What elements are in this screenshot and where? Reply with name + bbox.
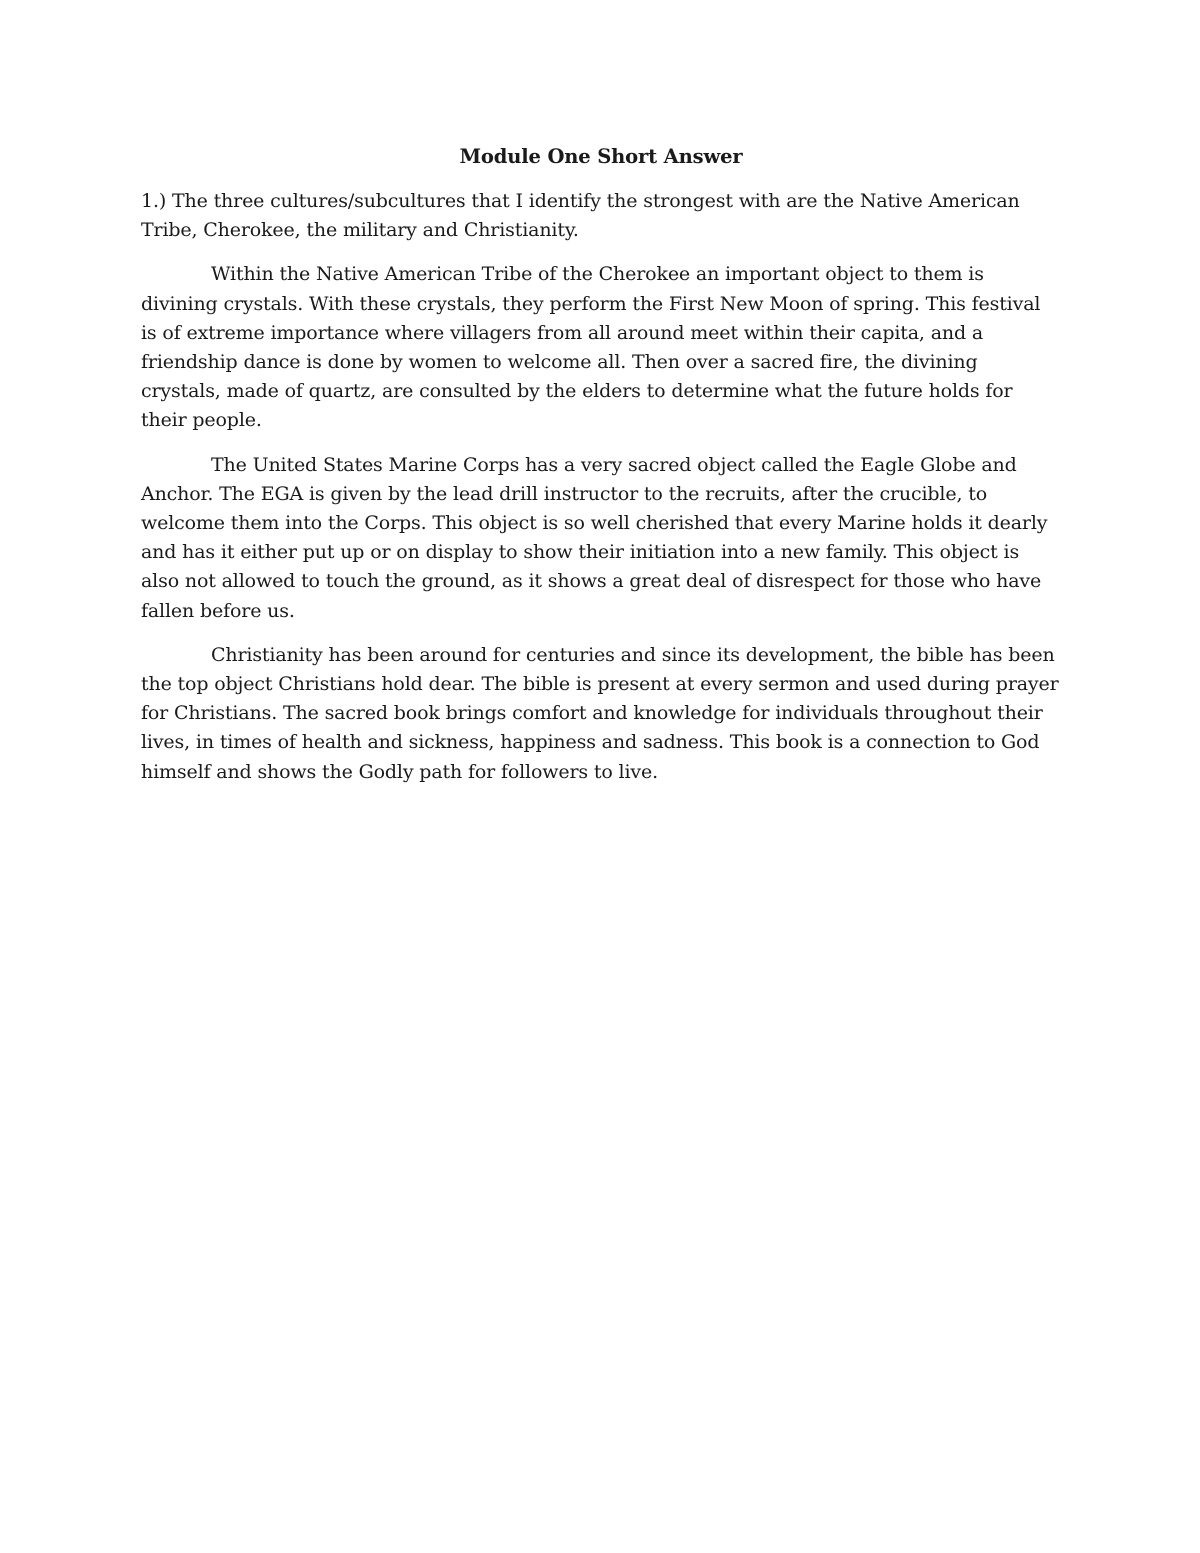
paragraph-marine-corps: The United States Marine Corps has a very sacred object called the Eagle Globe and Anchor. The EGA is given by the lead drill instructor to the recruits, after the crucible, to welcome them into the Corps. This object is so well cherished that every Marine holds it dearly and has it either put up or on display to show their initiation into a new family. This object is also not allowed to touch the ground, as it shows a great deal of disrespect for those who have fallen before us. bbox=[141, 453, 1048, 622]
document-body bbox=[141, 142, 1061, 802]
paragraph-cherokee: Within the Native American Tribe of the Cherokee an important object to them is divining crystals. With these crystals, they perform the First New Moon of spring. This festival is of extreme importance where villagers from all around meet within their capita, and a friendship dance is done by women to welcome all. Then over a sacred fire, the divining crystals, made of quartz, are consulted by the elders to determine what the future holds for their people. bbox=[141, 263, 1041, 432]
document-title: Module One Short Answer bbox=[459, 145, 743, 168]
paragraph-christianity: Christianity has been around for centuries and since its development, the bible has been the top object Christians hold dear. The bible is present at every sermon and used during prayer for Christians. The sacred book brings comfort and knowledge for individuals throughout their lives, in times of health and sickness, happiness and sadness. This book is a connection to God himself and shows the Godly path for followers to live. bbox=[141, 643, 1059, 783]
question-intro: 1.) The three cultures/subcultures that I identify the strongest with are the Native American Tribe, Cherokee, the military and Christianity. bbox=[141, 190, 1020, 242]
